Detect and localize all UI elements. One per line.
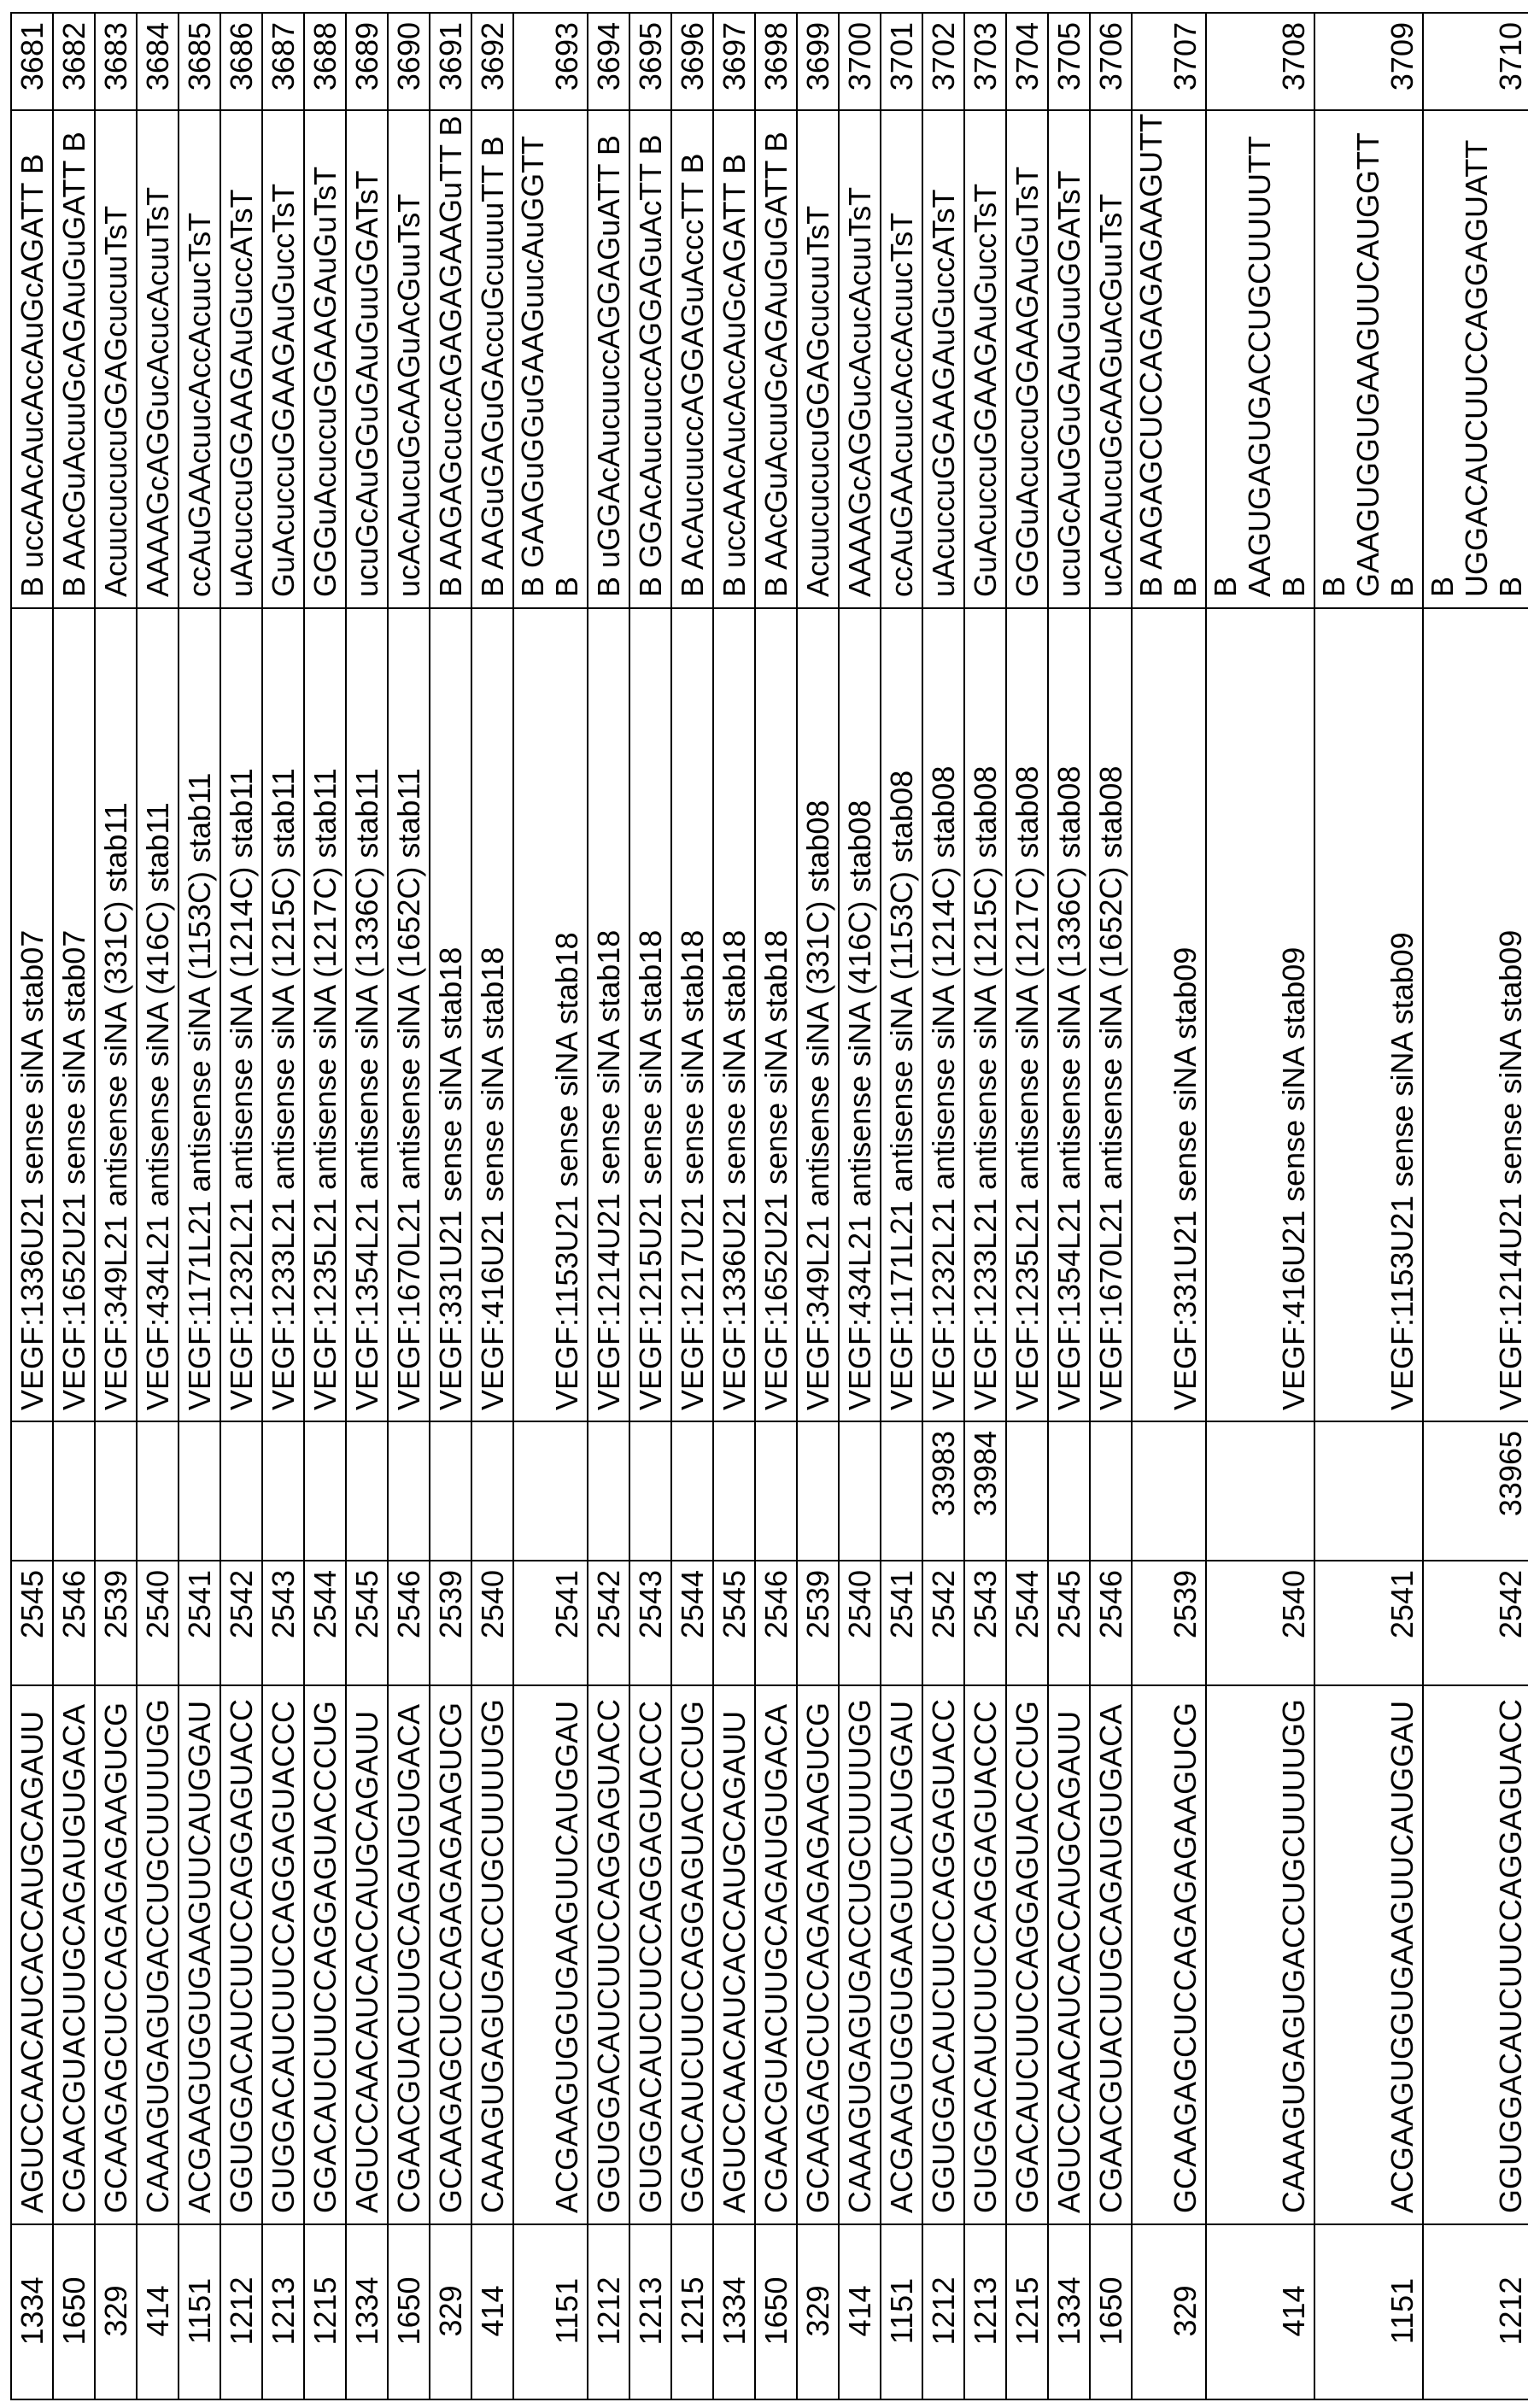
table-row xyxy=(1132,13,1206,2399)
seq-position-cell: 1650 xyxy=(388,2224,430,2399)
target-sequence-cell: CAAAGUGAGUGACCUGCUUUUGG xyxy=(1206,1685,1314,2224)
seq-id-out-cell: 3693 xyxy=(513,13,588,110)
table-row xyxy=(797,13,839,2399)
compound-id-cell xyxy=(797,1421,839,1561)
target-sequence-cell: AGUCCAACAUCACCAUGCAGAUU xyxy=(346,1685,388,2224)
seq-id-out-cell: 3703 xyxy=(964,13,1006,110)
compound-id-cell xyxy=(53,1421,95,1561)
sina-name-cell: VEGF:1670L21 antisense siNA (1652C) stab11 xyxy=(388,608,430,1421)
seq-id-out-cell: 3685 xyxy=(179,13,220,110)
sequence-table xyxy=(10,12,1528,2400)
compound-id-cell xyxy=(179,1421,220,1561)
compound-id-cell xyxy=(388,1421,430,1561)
modified-sequence-cell: B AAGuGAGuGAccuGcuuuuTT B xyxy=(471,110,513,608)
sina-name-cell: VEGF:1233L21 antisense siNA (1215C) stab11 xyxy=(262,608,304,1421)
modified-sequence-cell: ccAuGAAcuucAccAcuucTsT xyxy=(179,110,220,608)
seq-position-cell: 329 xyxy=(797,2224,839,2399)
seq-id-cell: 2545 xyxy=(1048,1561,1090,1685)
seq-position-cell: 414 xyxy=(137,2224,179,2399)
sina-name-cell: VEGF:1233L21 antisense siNA (1215C) stab08 xyxy=(964,608,1006,1421)
target-sequence-cell: GGACAUCUUCCAGGAGUACCCUG xyxy=(1006,1685,1048,2224)
table-row xyxy=(430,13,471,2399)
sina-name-cell: VEGF:1652U21 sense siNA stab18 xyxy=(755,608,797,1421)
seq-id-out-cell: 3683 xyxy=(95,13,137,110)
seq-id-out-cell: 3686 xyxy=(220,13,262,110)
seq-id-cell: 2543 xyxy=(964,1561,1006,1685)
compound-id-cell: 33965 xyxy=(1423,1421,1528,1561)
seq-id-out-cell: 3691 xyxy=(430,13,471,110)
modified-sequence-cell: ucuGcAuGGuGAuGuuGGATsT xyxy=(346,110,388,608)
seq-id-out-cell: 3684 xyxy=(137,13,179,110)
compound-id-cell xyxy=(1206,1421,1314,1561)
target-sequence-cell: CGAACGUACUUGCAGAUGUGACA xyxy=(1090,1685,1132,2224)
compound-id-cell xyxy=(1132,1421,1206,1561)
sina-name-cell: VEGF:1336U21 sense siNA stab07 xyxy=(11,608,53,1421)
seq-id-out-cell: 3682 xyxy=(53,13,95,110)
seq-position-cell: 1650 xyxy=(755,2224,797,2399)
sina-name-cell: VEGF:331U21 sense siNA stab18 xyxy=(430,608,471,1421)
target-sequence-cell: GCAAGAGCUCCAGAGAGAAGUCG xyxy=(430,1685,471,2224)
seq-id-out-cell: 3700 xyxy=(839,13,881,110)
table-row xyxy=(220,13,262,2399)
sina-name-cell: VEGF:349L21 antisense siNA (331C) stab11 xyxy=(95,608,137,1421)
target-sequence-cell: CGAACGUACUUGCAGAUGUGACA xyxy=(755,1685,797,2224)
table-row xyxy=(839,13,881,2399)
seq-id-out-cell: 3710 xyxy=(1423,13,1528,110)
sina-name-cell: VEGF:1214U21 sense siNA stab09 xyxy=(1423,608,1528,1421)
seq-id-out-cell: 3705 xyxy=(1048,13,1090,110)
seq-id-out-cell: 3696 xyxy=(671,13,713,110)
table-row xyxy=(137,13,179,2399)
sina-name-cell: VEGF:1235L21 antisense siNA (1217C) stab08 xyxy=(1006,608,1048,1421)
table-row xyxy=(53,13,95,2399)
compound-id-cell xyxy=(755,1421,797,1561)
modified-sequence-cell: AcuucucucuGGAGcucuuTsT xyxy=(95,110,137,608)
seq-id-cell: 2539 xyxy=(95,1561,137,1685)
seq-id-cell: 2543 xyxy=(629,1561,671,1685)
seq-id-cell: 2542 xyxy=(922,1561,964,1685)
seq-id-cell: 2541 xyxy=(1314,1561,1423,1685)
seq-id-cell: 2540 xyxy=(137,1561,179,1685)
modified-sequence-cell: B AcAucuuccAGGAGuAcccTT B xyxy=(671,110,713,608)
seq-position-cell: 1151 xyxy=(179,2224,220,2399)
table-row xyxy=(755,13,797,2399)
seq-id-cell: 2544 xyxy=(1006,1561,1048,1685)
compound-id-cell: 33984 xyxy=(964,1421,1006,1561)
seq-id-cell: 2544 xyxy=(304,1561,346,1685)
target-sequence-cell: GCAAGAGCUCCAGAGAGAAGUCG xyxy=(1132,1685,1206,2224)
table-row xyxy=(588,13,629,2399)
sina-name-cell: VEGF:1235L21 antisense siNA (1217C) stab11 xyxy=(304,608,346,1421)
target-sequence-cell: GGACAUCUUCCAGGAGUACCCUG xyxy=(671,1685,713,2224)
table-row xyxy=(11,13,53,2399)
table-row xyxy=(388,13,430,2399)
compound-id-cell xyxy=(839,1421,881,1561)
seq-id-out-cell: 3687 xyxy=(262,13,304,110)
compound-id-cell xyxy=(513,1421,588,1561)
table-row xyxy=(304,13,346,2399)
seq-id-cell: 2545 xyxy=(11,1561,53,1685)
compound-id-cell xyxy=(471,1421,513,1561)
table-row xyxy=(513,13,588,2399)
sina-name-cell: VEGF:1232L21 antisense siNA (1214C) stab11 xyxy=(220,608,262,1421)
compound-id-cell xyxy=(262,1421,304,1561)
compound-id-cell xyxy=(713,1421,755,1561)
seq-position-cell: 1215 xyxy=(1006,2224,1048,2399)
table-row xyxy=(262,13,304,2399)
table-row xyxy=(671,13,713,2399)
sina-name-cell: VEGF:434L21 antisense siNA (416C) stab08 xyxy=(839,608,881,1421)
table-row xyxy=(1048,13,1090,2399)
target-sequence-cell: GGUGGACAUCUUCCAGGAGUACC xyxy=(588,1685,629,2224)
target-sequence-cell: GGACAUCUUCCAGGAGUACCCUG xyxy=(304,1685,346,2224)
compound-id-cell xyxy=(430,1421,471,1561)
seq-position-cell: 329 xyxy=(95,2224,137,2399)
seq-position-cell: 1215 xyxy=(304,2224,346,2399)
seq-position-cell: 414 xyxy=(1206,2224,1314,2399)
seq-position-cell: 1151 xyxy=(881,2224,922,2399)
seq-id-out-cell: 3708 xyxy=(1206,13,1314,110)
seq-id-out-cell: 3699 xyxy=(797,13,839,110)
modified-sequence-cell: B uccAAcAucAccAuGcAGATT B xyxy=(11,110,53,608)
target-sequence-cell: GGUGGACAUCUUCCAGGAGUACC xyxy=(922,1685,964,2224)
seq-position-cell: 1212 xyxy=(922,2224,964,2399)
modified-sequence-cell: B GAAGuGGuGAAGuucAuGGTT B xyxy=(513,110,588,608)
seq-id-cell: 2545 xyxy=(346,1561,388,1685)
sina-name-cell: VEGF:1153U21 sense siNA stab18 xyxy=(513,608,588,1421)
target-sequence-cell: CGAACGUACUUGCAGAUGUGACA xyxy=(388,1685,430,2224)
modified-sequence-cell: ucAcAucuGcAAGuAcGuuTsT xyxy=(388,110,430,608)
sina-name-cell: VEGF:1171L21 antisense siNA (1153C) stab08 xyxy=(881,608,922,1421)
compound-id-cell xyxy=(1314,1421,1423,1561)
seq-position-cell: 414 xyxy=(839,2224,881,2399)
sina-name-cell: VEGF:1214U21 sense siNA stab18 xyxy=(588,608,629,1421)
seq-id-out-cell: 3702 xyxy=(922,13,964,110)
seq-position-cell: 1334 xyxy=(11,2224,53,2399)
seq-position-cell: 1213 xyxy=(964,2224,1006,2399)
target-sequence-cell: AGUCCAACAUCACCAUGCAGAUU xyxy=(713,1685,755,2224)
sina-name-cell: VEGF:416U21 sense siNA stab18 xyxy=(471,608,513,1421)
compound-id-cell xyxy=(220,1421,262,1561)
seq-id-out-cell: 3706 xyxy=(1090,13,1132,110)
compound-id-cell xyxy=(346,1421,388,1561)
sina-name-cell: VEGF:1354L21 antisense siNA (1336C) stab08 xyxy=(1048,608,1090,1421)
seq-position-cell: 1212 xyxy=(1423,2224,1528,2399)
modified-sequence-cell: GuAcuccuGGAAGAuGuccTsT xyxy=(262,110,304,608)
seq-position-cell: 1213 xyxy=(629,2224,671,2399)
table-row xyxy=(346,13,388,2399)
compound-id-cell xyxy=(881,1421,922,1561)
modified-sequence-cell: B AAcGuAcuuGcAGAuGuGATT B xyxy=(755,110,797,608)
modified-sequence-cell: B AAGAGcuccAGAGAGAAGuTT B xyxy=(430,110,471,608)
modified-sequence-cell: ccAuGAAcuucAccAcuucTsT xyxy=(881,110,922,608)
compound-id-cell xyxy=(11,1421,53,1561)
target-sequence-cell: GCAAGAGCUCCAGAGAGAAGUCG xyxy=(95,1685,137,2224)
table-row xyxy=(1006,13,1048,2399)
table-row xyxy=(179,13,220,2399)
seq-id-cell: 2540 xyxy=(471,1561,513,1685)
rotated-page xyxy=(10,14,1521,2400)
target-sequence-cell: ACGAAGUGGUGAAGUUCAUGGAU xyxy=(179,1685,220,2224)
sina-name-cell: VEGF:1652U21 sense siNA stab07 xyxy=(53,608,95,1421)
seq-id-out-cell: 3697 xyxy=(713,13,755,110)
modified-sequence-cell: GGGuAcuccuGGAAGAuGuTsT xyxy=(1006,110,1048,608)
sina-name-cell: VEGF:416U21 sense siNA stab09 xyxy=(1206,608,1314,1421)
seq-id-cell: 2539 xyxy=(430,1561,471,1685)
seq-position-cell: 1213 xyxy=(262,2224,304,2399)
seq-id-out-cell: 3692 xyxy=(471,13,513,110)
table-row xyxy=(881,13,922,2399)
table-row xyxy=(713,13,755,2399)
compound-id-cell xyxy=(588,1421,629,1561)
seq-id-cell: 2546 xyxy=(1090,1561,1132,1685)
sina-name-cell: VEGF:1336U21 sense siNA stab18 xyxy=(713,608,755,1421)
seq-id-cell: 2543 xyxy=(262,1561,304,1685)
sina-name-cell: VEGF:331U21 sense siNA stab09 xyxy=(1132,608,1206,1421)
seq-position-cell: 1151 xyxy=(1314,2224,1423,2399)
seq-id-out-cell: 3704 xyxy=(1006,13,1048,110)
seq-id-out-cell: 3709 xyxy=(1314,13,1423,110)
sina-name-cell: VEGF:1670L21 antisense siNA (1652C) stab08 xyxy=(1090,608,1132,1421)
seq-position-cell: 329 xyxy=(1132,2224,1206,2399)
seq-id-cell: 2542 xyxy=(220,1561,262,1685)
modified-sequence-cell: AcuucucucuGGAGcucuuTsT xyxy=(797,110,839,608)
seq-id-cell: 2546 xyxy=(755,1561,797,1685)
seq-id-out-cell: 3707 xyxy=(1132,13,1206,110)
modified-sequence-cell: ucAcAucuGcAAGuAcGuuTsT xyxy=(1090,110,1132,608)
target-sequence-cell: GGUGGACAUCUUCCAGGAGUACC xyxy=(1423,1685,1528,2224)
table-row xyxy=(1423,13,1528,2399)
seq-id-cell: 2542 xyxy=(1423,1561,1528,1685)
modified-sequence-cell: B AAGUGAGUGACCUGCUUUUTT B xyxy=(1206,110,1314,608)
modified-sequence-cell: B UGGACAUCUUCCAGGAGUATT B xyxy=(1423,110,1528,608)
modified-sequence-cell: GGGuAcuccuGGAAGAuGuTsT xyxy=(304,110,346,608)
target-sequence-cell: AGUCCAACAUCACCAUGCAGAUU xyxy=(11,1685,53,2224)
target-sequence-cell: GGUGGACAUCUUCCAGGAGUACC xyxy=(220,1685,262,2224)
modified-sequence-cell: GuAcuccuGGAAGAuGuccTsT xyxy=(964,110,1006,608)
seq-id-out-cell: 3695 xyxy=(629,13,671,110)
seq-id-out-cell: 3694 xyxy=(588,13,629,110)
modified-sequence-cell: B GAAGUGGUGAAGUUCAUGGTT B xyxy=(1314,110,1423,608)
seq-id-cell: 2545 xyxy=(713,1561,755,1685)
seq-position-cell: 1151 xyxy=(513,2224,588,2399)
sina-name-cell: VEGF:1153U21 sense siNA stab09 xyxy=(1314,608,1423,1421)
target-sequence-cell: CGAACGUACUUGCAGAUGUGACA xyxy=(53,1685,95,2224)
compound-id-cell xyxy=(671,1421,713,1561)
seq-position-cell: 1334 xyxy=(346,2224,388,2399)
seq-id-cell: 2540 xyxy=(839,1561,881,1685)
compound-id-cell xyxy=(1090,1421,1132,1561)
target-sequence-cell: AGUCCAACAUCACCAUGCAGAUU xyxy=(1048,1685,1090,2224)
target-sequence-cell: GUGGACAUCUUCCAGGAGUACCC xyxy=(964,1685,1006,2224)
seq-position-cell: 1650 xyxy=(53,2224,95,2399)
seq-id-cell: 2544 xyxy=(671,1561,713,1685)
target-sequence-cell: ACGAAGUGGUGAAGUUCAUGGAU xyxy=(513,1685,588,2224)
seq-id-out-cell: 3701 xyxy=(881,13,922,110)
seq-position-cell: 1215 xyxy=(671,2224,713,2399)
target-sequence-cell: CAAAGUGAGUGACCUGCUUUUGG xyxy=(471,1685,513,2224)
compound-id-cell xyxy=(1048,1421,1090,1561)
table-row xyxy=(95,13,137,2399)
sina-name-cell: VEGF:1171L21 antisense siNA (1153C) stab11 xyxy=(179,608,220,1421)
table-row xyxy=(922,13,964,2399)
target-sequence-cell: GUGGACAUCUUCCAGGAGUACCC xyxy=(629,1685,671,2224)
sina-name-cell: VEGF:1232L21 antisense siNA (1214C) stab08 xyxy=(922,608,964,1421)
modified-sequence-cell: B uccAAcAucAccAuGcAGATT B xyxy=(713,110,755,608)
compound-id-cell xyxy=(629,1421,671,1561)
seq-id-out-cell: 3681 xyxy=(11,13,53,110)
table-body xyxy=(11,13,1528,2399)
sina-name-cell: VEGF:349L21 antisense siNA (331C) stab08 xyxy=(797,608,839,1421)
seq-id-out-cell: 3688 xyxy=(304,13,346,110)
seq-position-cell: 414 xyxy=(471,2224,513,2399)
sina-name-cell: VEGF:1354L21 antisense siNA (1336C) stab11 xyxy=(346,608,388,1421)
seq-id-out-cell: 3690 xyxy=(388,13,430,110)
target-sequence-cell: CAAAGUGAGUGACCUGCUUUUGG xyxy=(839,1685,881,2224)
seq-id-cell: 2539 xyxy=(797,1561,839,1685)
sina-name-cell: VEGF:1217U21 sense siNA stab18 xyxy=(671,608,713,1421)
target-sequence-cell: GUGGACAUCUUCCAGGAGUACCC xyxy=(262,1685,304,2224)
table-row xyxy=(1206,13,1314,2399)
seq-id-cell: 2542 xyxy=(588,1561,629,1685)
table-row xyxy=(1090,13,1132,2399)
modified-sequence-cell: B uGGAcAucuuccAGGAGuATT B xyxy=(588,110,629,608)
modified-sequence-cell: AAAAGcAGGucAcucAcuuTsT xyxy=(839,110,881,608)
modified-sequence-cell: B AAcGuAcuuGcAGAuGuGATT B xyxy=(53,110,95,608)
modified-sequence-cell: ucuGcAuGGuGAuGuuGGATsT xyxy=(1048,110,1090,608)
seq-id-cell: 2546 xyxy=(53,1561,95,1685)
target-sequence-cell: ACGAAGUGGUGAAGUUCAUGGAU xyxy=(1314,1685,1423,2224)
target-sequence-cell: ACGAAGUGGUGAAGUUCAUGGAU xyxy=(881,1685,922,2224)
modified-sequence-cell: AAAAGcAGGucAcucAcuuTsT xyxy=(137,110,179,608)
seq-id-cell: 2540 xyxy=(1206,1561,1314,1685)
modified-sequence-cell: B GGAcAucuuccAGGAGuAcTT B xyxy=(629,110,671,608)
compound-id-cell xyxy=(1006,1421,1048,1561)
sina-name-cell: VEGF:434L21 antisense siNA (416C) stab11 xyxy=(137,608,179,1421)
compound-id-cell xyxy=(304,1421,346,1561)
seq-position-cell: 1334 xyxy=(713,2224,755,2399)
compound-id-cell: 33983 xyxy=(922,1421,964,1561)
compound-id-cell xyxy=(95,1421,137,1561)
table-row xyxy=(629,13,671,2399)
target-sequence-cell: GCAAGAGCUCCAGAGAGAAGUCG xyxy=(797,1685,839,2224)
sina-name-cell: VEGF:1215U21 sense siNA stab18 xyxy=(629,608,671,1421)
modified-sequence-cell: B AAGAGCUCCAGAGAGAAGUTT B xyxy=(1132,110,1206,608)
seq-id-cell: 2539 xyxy=(1132,1561,1206,1685)
seq-position-cell: 1212 xyxy=(220,2224,262,2399)
modified-sequence-cell: uAcuccuGGAAGAuGuccATsT xyxy=(922,110,964,608)
seq-position-cell: 1334 xyxy=(1048,2224,1090,2399)
seq-id-out-cell: 3689 xyxy=(346,13,388,110)
table-row xyxy=(964,13,1006,2399)
seq-id-out-cell: 3698 xyxy=(755,13,797,110)
seq-id-cell: 2541 xyxy=(513,1561,588,1685)
seq-position-cell: 1650 xyxy=(1090,2224,1132,2399)
seq-id-cell: 2541 xyxy=(881,1561,922,1685)
table-row xyxy=(471,13,513,2399)
seq-id-cell: 2541 xyxy=(179,1561,220,1685)
table-row xyxy=(1314,13,1423,2399)
seq-id-cell: 2546 xyxy=(388,1561,430,1685)
target-sequence-cell: CAAAGUGAGUGACCUGCUUUUGG xyxy=(137,1685,179,2224)
compound-id-cell xyxy=(137,1421,179,1561)
modified-sequence-cell: uAcuccuGGAAGAuGuccATsT xyxy=(220,110,262,608)
seq-position-cell: 1212 xyxy=(588,2224,629,2399)
seq-position-cell: 329 xyxy=(430,2224,471,2399)
